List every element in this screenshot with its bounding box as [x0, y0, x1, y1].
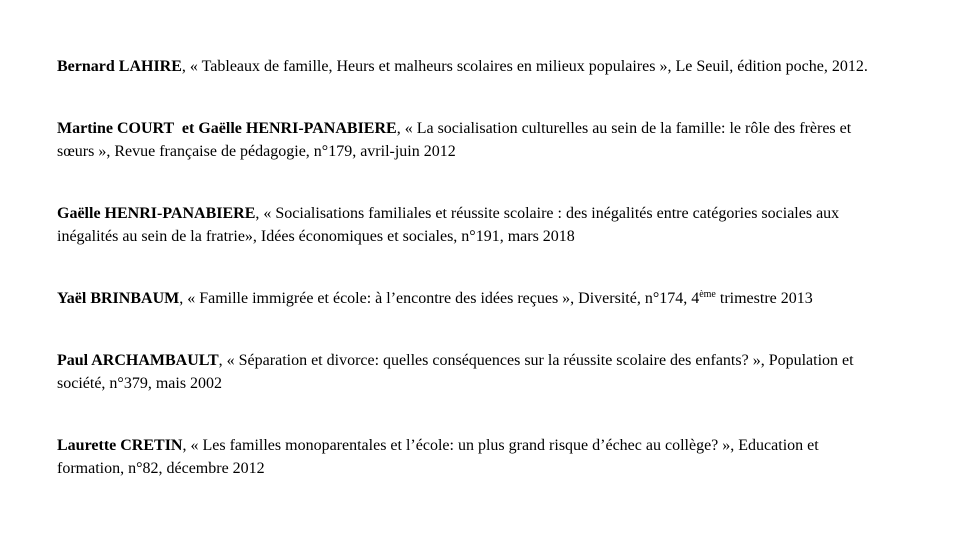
- reference-item: [57, 434, 887, 480]
- reference-author: Martine COURT et Gaëlle HENRI-PANABIERE: [57, 120, 397, 137]
- reference-separator: ,: [396, 120, 405, 137]
- reference-text: « Socialisations familiales et réussite scolaire : des inégalités entre catégories sociales aux inégalités au sein de la fratrie», Idées économiques et sociales, n°191, mars 2018: [57, 205, 840, 245]
- reference-list: [57, 55, 887, 519]
- reference-text: « Séparation et divorce: quelles conséquences sur la réussite scolaire des enfants? », Population et société, n°379, mais 2002: [57, 352, 854, 392]
- reference-item: [57, 349, 887, 395]
- reference-text-after: trimestre 2013: [715, 290, 813, 307]
- reference-author: Yaël BRINBAUM: [57, 290, 180, 307]
- reference-text: « Tableaux de famille, Heurs et malheurs scolaires en milieux populaires », Le Seuil, édition poche, 2012.: [189, 58, 868, 75]
- reference-separator: ,: [255, 205, 264, 222]
- reference-author: Bernard LAHIRE: [57, 58, 182, 75]
- reference-separator: ,: [218, 352, 227, 369]
- reference-author: Laurette CRETIN: [57, 437, 183, 454]
- reference-text: « Famille immigrée et école: à l’encontre des idées reçues », Diversité, n°174, 4: [187, 290, 700, 307]
- reference-item: [57, 117, 887, 163]
- reference-separator: ,: [179, 290, 188, 307]
- reference-text: « La socialisation culturelles au sein de la famille: le rôle des frères et sœurs », Revue française de pédagogie, n°179, avril-juin 2012: [57, 120, 852, 160]
- reference-separator: ,: [181, 58, 190, 75]
- reference-author: Paul ARCHAMBAULT: [57, 352, 219, 369]
- reference-separator: ,: [182, 437, 191, 454]
- reference-item: [57, 287, 887, 310]
- reference-superscript: ème: [699, 289, 716, 300]
- reference-author: Gaëlle HENRI-PANABIERE: [57, 205, 256, 222]
- reference-item: [57, 202, 887, 248]
- reference-text: « Les familles monoparentales et l’école: un plus grand risque d’échec au collège? », Education et formation, n°82, décembre 2012: [57, 437, 819, 477]
- reference-item: [57, 55, 887, 78]
